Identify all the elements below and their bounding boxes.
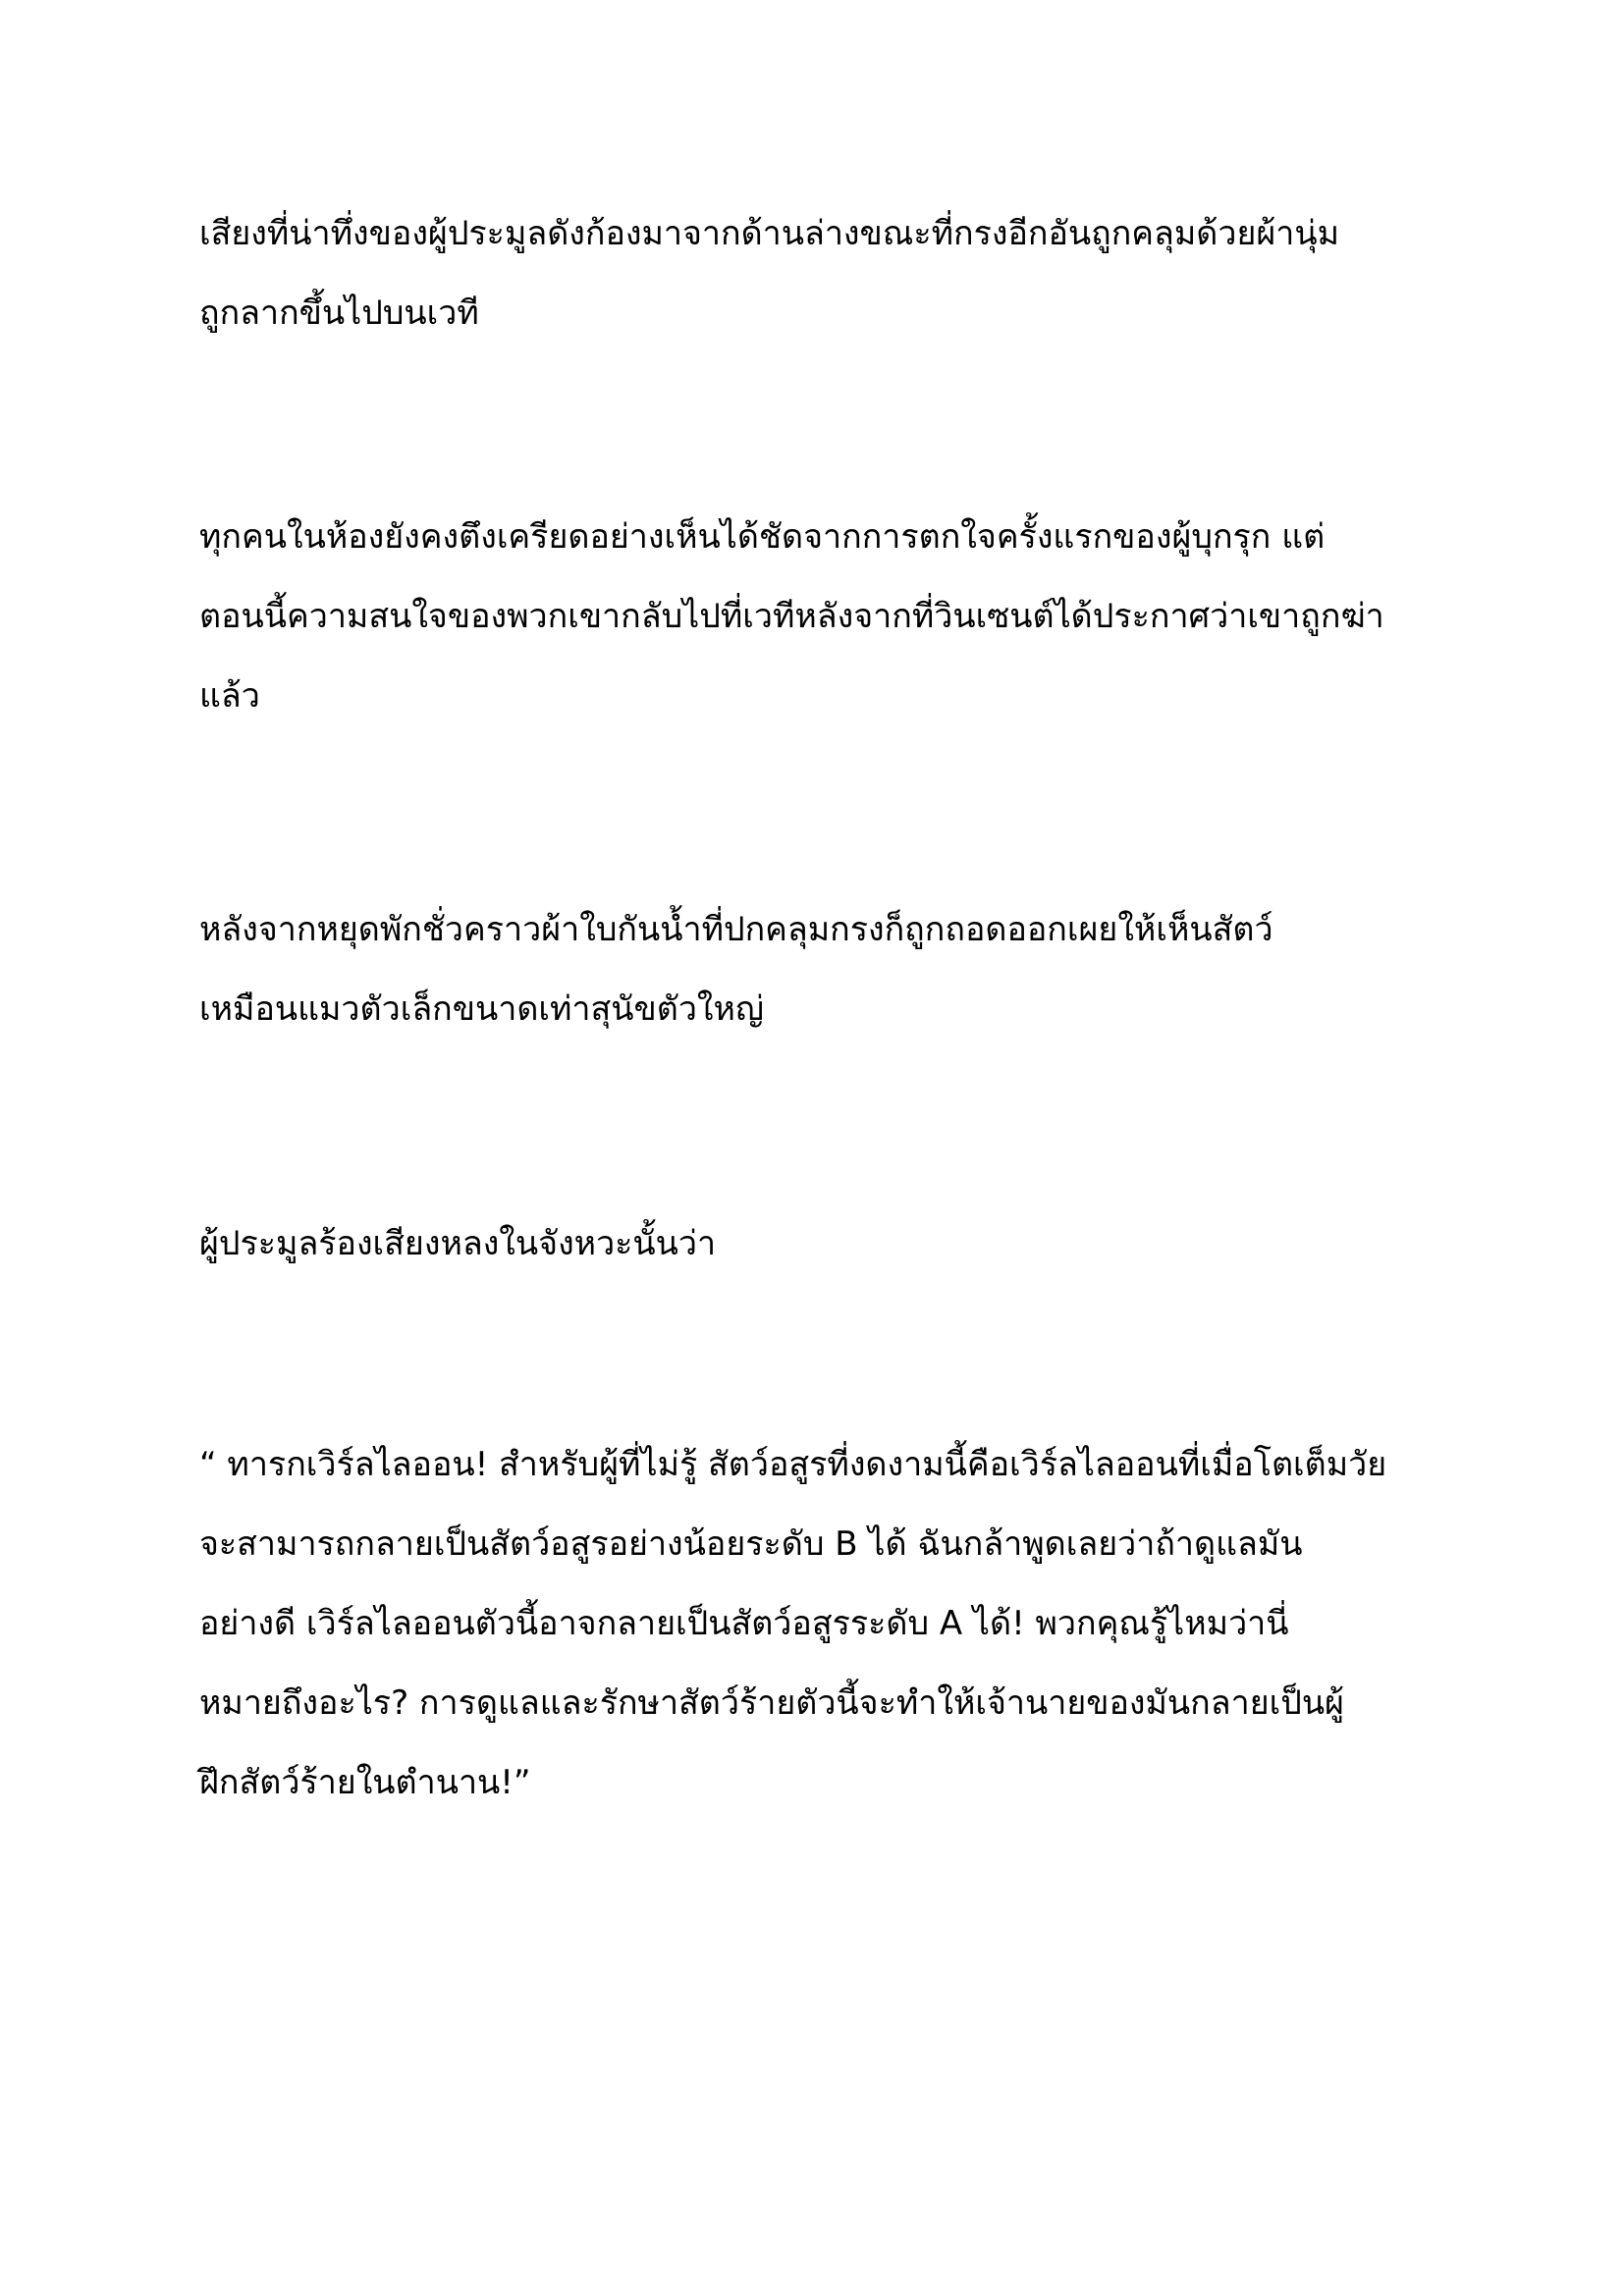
text-line: “ ทารกเวิร์ลไลออน! สำหรับผู้ที่ไม่รู้ สัตว์อสูรที่งดงามนี้คือเวิร์ลไลออนที่เมื่อโตเต็มวัย: [199, 1445, 1387, 1484]
paragraph-cage-revealed: [199, 890, 1456, 1049]
text-line: เหมือนแมวตัวเล็กขนาดเท่าสุนัขตัวใหญ่: [199, 989, 764, 1029]
paragraph-auctioneer-voice: [199, 194, 1456, 353]
text-line: ฝึกสัตว์ร้ายในตำนาน!”: [199, 1763, 531, 1802]
paragraph-auctioneer-shout: [199, 1204, 1456, 1284]
text-line: หลังจากหยุดพักชั่วคราวผ้าใบกันน้ำที่ปกคลุมกรงก็ถูกถอดออกเผยให้เห็นสัตว์: [199, 910, 1273, 949]
text-line: เสียงที่น่าทึ่งของผู้ประมูลดังก้องมาจากด้านล่างขณะที่กรงอีกอันถูกคลุมด้วยผ้านุ่ม: [199, 214, 1340, 253]
paragraph-auctioneer-quote: [199, 1425, 1456, 1823]
text-line: หมายถึงอะไร? การดูแลและรักษาสัตว์ร้ายตัวนี้จะทำให้เจ้านายของมันกลายเป็นผู้: [199, 1683, 1344, 1723]
paragraph-room-tension: [199, 498, 1456, 736]
text-line: จะสามารถกลายเป็นสัตว์อสูรอย่างน้อยระดับ B ได้ ฉันกล้าพูดเลยว่าถ้าดูแลมัน: [199, 1524, 1303, 1564]
text-line: ผู้ประมูลร้องเสียงหลงในจังหวะนั้นว่า: [199, 1224, 717, 1263]
text-line: ทุกคนในห้องยังคงตึงเครียดอย่างเห็นได้ชัดจากการตกใจครั้งแรกของผู้บุกรุก แต่: [199, 517, 1326, 557]
text-line: ถูกลากขึ้นไปบนเวที: [199, 294, 479, 333]
text-line: แล้ว: [199, 676, 260, 716]
text-line: ตอนนี้ความสนใจของพวกเขากลับไปที่เวทีหลังจากที่วินเซนต์ได้ประกาศว่าเขาถูกฆ่า: [199, 597, 1384, 636]
text-line: อย่างดี เวิร์ลไลออนตัวนี้อาจกลายเป็นสัตว์อสูรระดับ A ได้! พวกคุณรู้ไหมว่านี่: [199, 1604, 1289, 1643]
